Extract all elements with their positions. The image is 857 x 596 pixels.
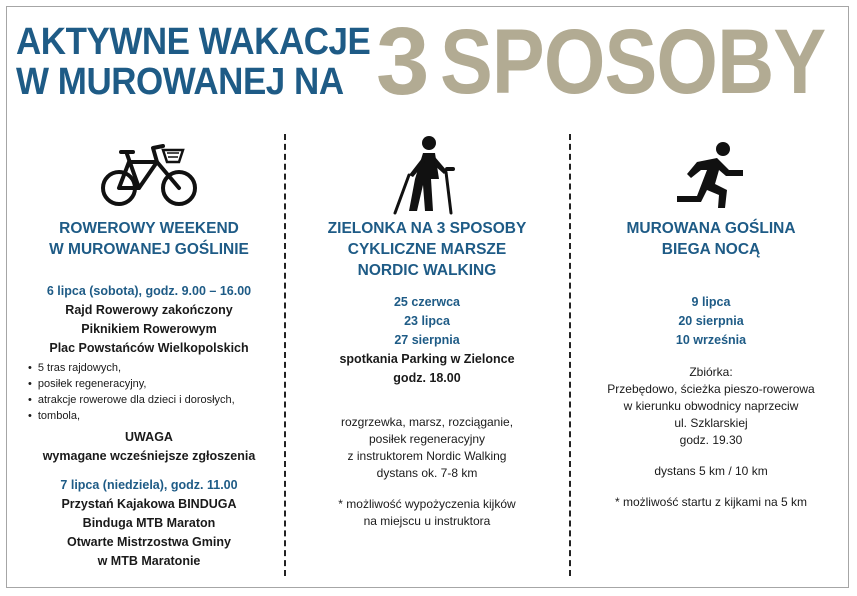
- column-divider-1: [284, 134, 286, 576]
- event-date: 7 lipca (niedziela), godz. 11.00: [60, 478, 238, 492]
- column-heading: NORDIC WALKING: [357, 262, 497, 279]
- event-date: 23 lipca: [404, 314, 450, 328]
- event-date: 20 sierpnia: [678, 314, 744, 328]
- meeting-time: godz. 18.00: [393, 371, 461, 385]
- event-line: Piknikiem Rowerowym: [81, 322, 217, 336]
- notice-text: wymagane wcześniejsze zgłoszenia: [42, 449, 256, 463]
- event-date: 27 sierpnia: [394, 333, 460, 347]
- meeting-line: godz. 19.30: [679, 433, 743, 447]
- footnote-line: * możliwość startu z kijkami na 5 km: [614, 495, 808, 509]
- column-heading: MUROWANA GOŚLINA: [626, 220, 796, 237]
- event-line: w MTB Maratonie: [97, 554, 201, 568]
- title-line-1: AKTYWNE WAKACJE: [16, 21, 371, 63]
- runner-icon: [578, 135, 844, 215]
- event-line: Binduga MTB Maraton: [82, 516, 216, 530]
- event-line: Rajd Rowerowy zakończony: [65, 303, 233, 317]
- column-heading: BIEGA NOCĄ: [661, 241, 761, 258]
- list-item: • tombola,: [28, 408, 278, 424]
- event-date: 25 czerwca: [393, 295, 461, 309]
- event-date: 9 lipca: [691, 295, 731, 309]
- column-heading: ROWEROWY WEEKEND: [59, 220, 239, 237]
- meeting-place: spotkania Parking w Zielonce: [339, 352, 515, 366]
- event-line: Otwarte Mistrzostwa Gminy: [67, 535, 231, 549]
- footnote-line: * możliwość wypożyczenia kijków: [338, 497, 516, 511]
- event-bullet-list: [20, 360, 278, 424]
- bicycle-icon: [20, 135, 278, 215]
- title-line-2: W MUROWANEJ NA: [16, 61, 344, 103]
- distance-line: dystans 5 km / 10 km: [654, 464, 768, 478]
- list-item: • 5 tras rajdowych,: [28, 360, 278, 376]
- meeting-line: ul. Szklarskiej: [674, 416, 748, 430]
- column-divider-2: [569, 134, 571, 576]
- column-cycling: [20, 135, 278, 571]
- event-line: Przystań Kajakowa BINDUGA: [61, 497, 237, 511]
- column-nordic-walking: [292, 135, 562, 530]
- column-heading: ZIELONKA NA 3 SPOSOBY: [327, 220, 527, 237]
- description-line: dystans ok. 7-8 km: [376, 466, 478, 480]
- column-heading: CYKLICZNE MARSZE: [347, 241, 507, 258]
- big-number: 3: [376, 8, 428, 115]
- event-date: 10 września: [675, 333, 747, 347]
- event-date: 6 lipca (sobota), godz. 9.00 – 16.00: [46, 284, 252, 298]
- footnote-line: na miejscu u instruktora: [363, 514, 491, 528]
- meeting-line: Przebędowo, ścieżka pieszo-rowerowa: [607, 382, 815, 396]
- list-item: • posiłek regeneracyjny,: [28, 376, 278, 392]
- big-word: SPOSOBY: [440, 11, 826, 113]
- notice-label: UWAGA: [125, 430, 173, 444]
- meeting-line: w kierunku obwodnicy naprzeciw: [623, 399, 799, 413]
- nordic-walking-icon: [292, 135, 562, 215]
- column-heading: W MUROWANEJ GOŚLINIE: [49, 241, 249, 258]
- description-line: z instruktorem Nordic Walking: [347, 449, 507, 463]
- column-running: [578, 135, 844, 511]
- poster-title: [16, 22, 401, 102]
- list-item: • atrakcje rowerowe dla dzieci i dorosłych,: [28, 392, 278, 408]
- description-line: rozgrzewka, marsz, rozciąganie,: [340, 415, 514, 429]
- description-line: posiłek regeneracyjny: [368, 432, 486, 446]
- event-line: Plac Powstańców Wielkopolskich: [49, 341, 249, 355]
- meeting-line: Zbiórka:: [689, 365, 733, 379]
